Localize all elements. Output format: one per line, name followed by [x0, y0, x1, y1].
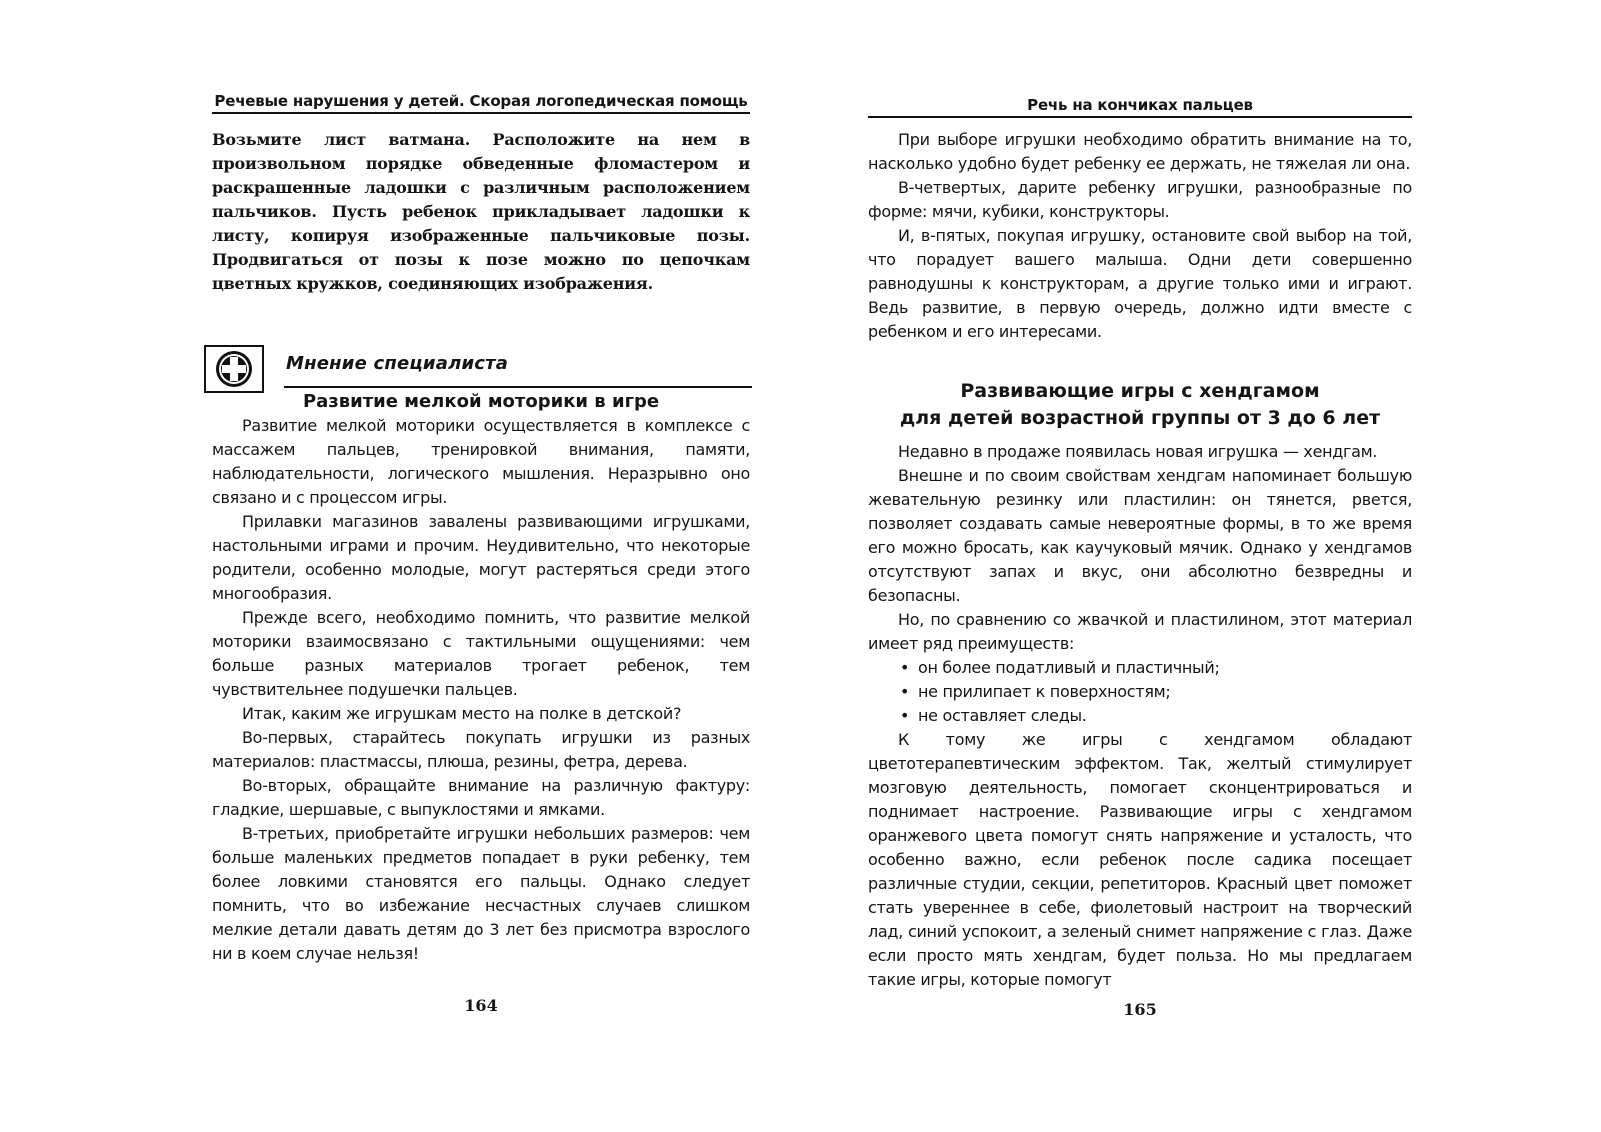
paragraph: К тому же игры с хендгамом обладают цветотерапевтическим эффектом. Так, желтый стимулирует мозговую деятельность, помогает сконцентрироваться и поднимает настроение. Развивающие игры с хендгамом оранжевого цвета помогут снять напряжение и усталость, что особенно важно, если ребенок после садика посещает различные студии, секции, репетиторов. Красный цвет поможет стать увереннее в себе, фиолетовый настроит на творческий лад, синий успокоит, а зеленый снимет напряжение с глаз. Даже если просто мять хендгам, будет польза. Но мы предлагаем такие игры, которые помогут	[868, 730, 1412, 989]
right-top-text	[868, 128, 1412, 344]
right-page	[868, 0, 1412, 1132]
paragraph: Во-вторых, обращайте внимание на различную фактуру: гладкие, шершавые, с выпуклостями и ямками.	[212, 776, 750, 819]
intro-instruction-text: Возьмите лист ватмана. Расположите на нем в произвольном порядке обведенные фломастером и раскрашенные ладошки с различным расположением пальчиков. Пусть ребенок прикладывает ладошки к листу, копируя изображенные пальчиковые позы. Продвигаться от позы к позе можно по цепочкам цветных кружков, соединяющих изображения.	[212, 130, 750, 293]
left-page	[212, 0, 750, 1132]
paragraph: Во-первых, старайтесь покупать игрушки из разных материалов: пластмассы, плюша, резины, фетра, дерева.	[212, 728, 750, 771]
list-item: • не прилипает к поверхностям;	[868, 680, 1412, 704]
paragraph: При выборе игрушки необходимо обратить внимание на то, насколько удобно будет ребенку ее держать, не тяжелая ли она.	[868, 130, 1412, 173]
left-body-text	[212, 414, 750, 966]
right-body-text	[868, 440, 1412, 992]
paragraph: Но, по сравнению со жвачкой и пластилином, этот материал имеет ряд преимуществ:	[868, 610, 1412, 653]
paragraph: Прилавки магазинов завалены развивающими игрушками, настольными играми и прочим. Неудивительно, что некоторые родители, особенно молодые, могут растеряться среди этого многообразия.	[212, 512, 750, 603]
list-item: • он более податливый и пластичный;	[868, 656, 1412, 680]
list-item: • не оставляет следы.	[868, 704, 1412, 728]
running-head: Речь на кончиках пальцев	[868, 96, 1412, 118]
divider	[284, 386, 752, 388]
paragraph: Прежде всего, необходимо помнить, что развитие мелкой моторики взаимосвязано с тактильными ощущениями: чем больше разных материалов трогает ребенок, тем чувствительнее подушечки пальцев.	[212, 608, 750, 699]
page-number: 164	[464, 996, 498, 1015]
paragraph: В-третьих, приобретайте игрушки небольших размеров: чем больше маленьких предметов попадает в руки ребенку, тем более ловкими становятся его пальцы. Однако следует помнить, что во избежание несчастных случаев слишком мелкие детали давать детям до 3 лет без присмотра взрослого ни в коем случае нельзя!	[212, 824, 750, 963]
page-number: 165	[1123, 1000, 1157, 1019]
section-title-line: Развивающие игры с хендгамом	[960, 380, 1320, 402]
paragraph: Развитие мелкой моторики осуществляется в комплексе с массажем пальцев, тренировкой внимания, памяти, наблюдательности, логического мышления. Неразрывно оно связано и с процессом игры.	[212, 416, 750, 507]
paragraph: Внешне и по своим свойствам хендгам напоминает большую жевательную резинку или пластилин: он тянется, рвется, позволяет создавать самые невероятные формы, в то же время его можно бросать, как каучуковый мячик. Однако у хендгамов отсутствуют запах и вкус, они абсолютно безвредны и безопасны.	[868, 466, 1412, 605]
medical-cross-icon	[204, 345, 264, 393]
expert-opinion-label: Мнение специалиста	[286, 353, 509, 374]
paragraph: Недавно в продаже появилась новая игрушка — хендгам.	[898, 442, 1378, 461]
section-title: Развитие мелкой моторики в игре	[302, 391, 660, 412]
section-title-line: для детей возрастной группы от 3 до 6 лет	[899, 407, 1381, 429]
paragraph: В-четвертых, дарите ребенку игрушки, разнообразные по форме: мячи, кубики, конструкторы.	[868, 178, 1412, 221]
bullet-list	[868, 656, 1412, 728]
paragraph: И, в-пятых, покупая игрушку, остановите свой выбор на той, что порадует вашего малыша. Одни дети совершенно равнодушны к конструкторам, а другие только ими и играют. Ведь развитие, в первую очередь, должно идти вместе с ребенком и его интересами.	[868, 226, 1412, 341]
running-head: Речевые нарушения у детей. Скорая логопедическая помощь	[212, 92, 750, 114]
section-title	[868, 378, 1412, 432]
expert-opinion-header	[204, 345, 752, 393]
paragraph: Итак, каким же игрушкам место на полке в детской?	[242, 704, 682, 723]
